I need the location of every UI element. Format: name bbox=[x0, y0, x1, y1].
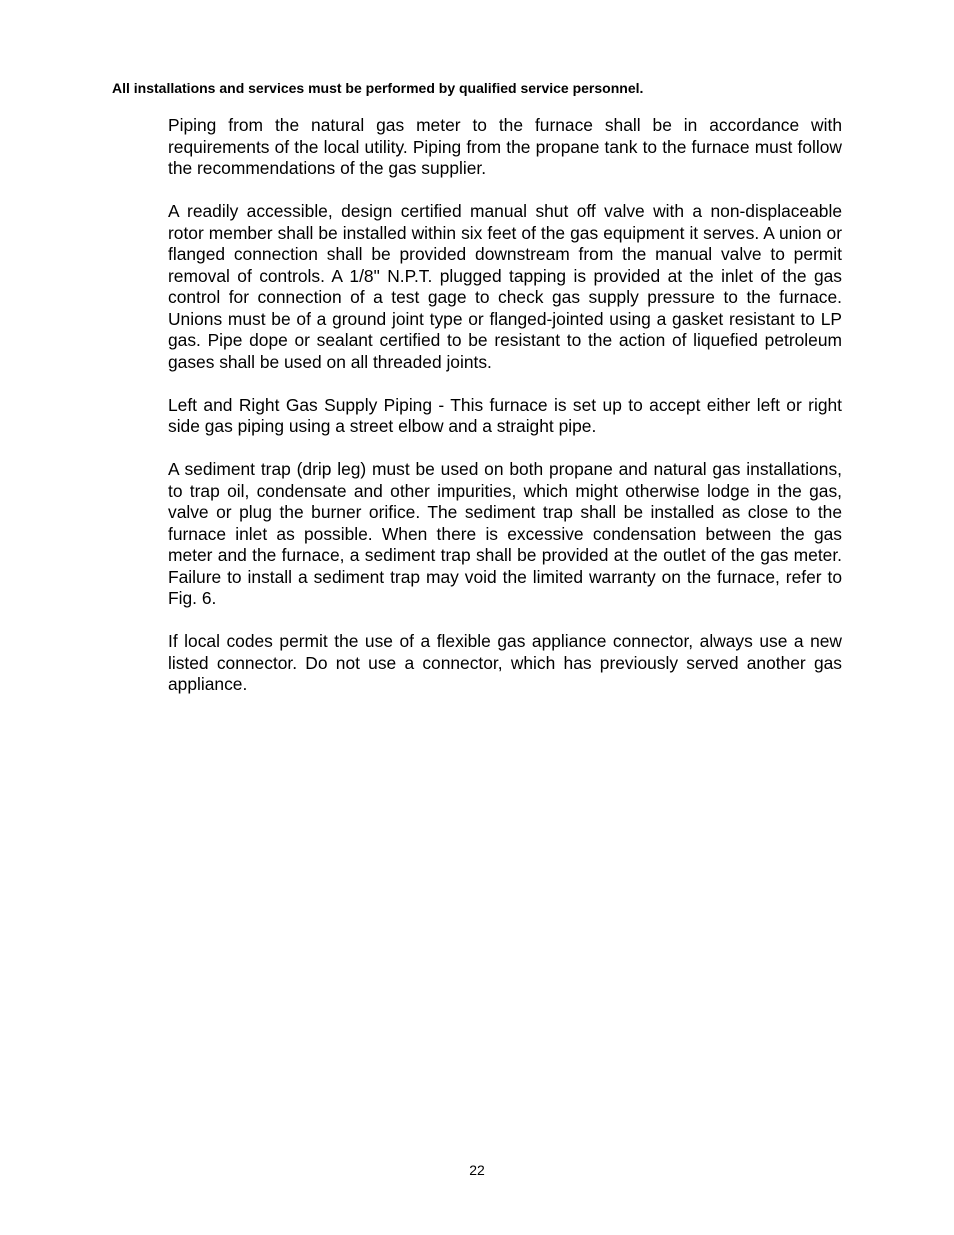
header-note: All installations and services must be performed by qualified service personnel. bbox=[112, 80, 644, 96]
paragraph-gas-piping-requirements: Piping from the natural gas meter to the furnace shall be in accordance with requirements of the local utility. Piping from the propane tank to the furnace must follow the recommendations of the gas supplier. bbox=[168, 115, 842, 178]
paragraph-left-right-piping: Left and Right Gas Supply Piping - This furnace is set up to accept either left or right side gas piping using a street elbow and a straight pipe. bbox=[168, 394, 842, 436]
paragraph-sediment-trap: A sediment trap (drip leg) must be used on both propane and natural gas installations, to trap oil, condensate and other impurities, which might otherwise lodge in the gas, valve or plug the burner orifice. The sediment trap shall be installed as close to the furnace inlet as possible. When there is excessive condensation between the gas meter and the furnace, a sediment trap shall be provided at the outlet of the gas meter. Failure to install a sediment trap may void the limited warranty on the furnace, refer to Fig. 6. bbox=[168, 459, 842, 608]
body-text bbox=[168, 115, 842, 717]
paragraph-shutoff-valve: A readily accessible, design certified manual shut off valve with a non-displaceable rotor member shall be installed within six feet of the gas equipment it serves. A union or flanged connection shall be provided downstream from the manual valve to permit removal of controls. A 1/8" N.P.T. plugged tapping is provided at the inlet of the gas control for connection of a test gage to check gas supply pressure to the furnace. Unions must be of a ground joint type or flanged-jointed using a gasket resistant to LP gas. Pipe dope or sealant certified to be resistant to the action of liquefied petroleum gases shall be used on all threaded joints. bbox=[168, 201, 842, 372]
page-number: 22 bbox=[469, 1162, 485, 1178]
paragraph-flexible-connector: If local codes permit the use of a flexible gas appliance connector, always use a new listed connector. Do not use a connector, which has previously served another gas appliance. bbox=[168, 631, 842, 694]
